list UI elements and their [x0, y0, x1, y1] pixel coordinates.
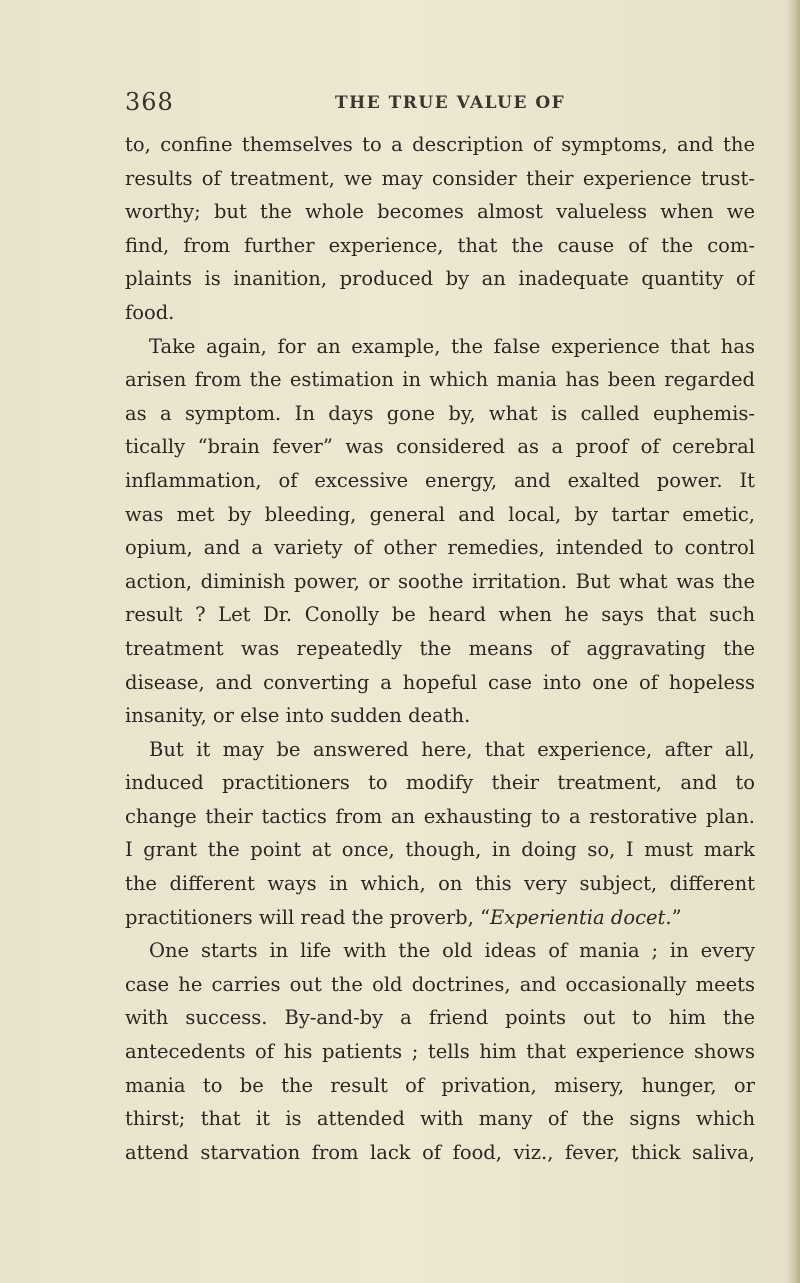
text-line: find, from further experience, that the cause of the com-	[125, 233, 755, 257]
text-line: opium, and a variety of other remedies, intended to control	[125, 536, 755, 560]
text-line: worthy; but the whole becomes almost valueless when we	[125, 200, 755, 224]
paragraph-start: Take again, for an example, the false experience that has	[149, 334, 755, 358]
paragraph-start: One starts in life with the old ideas of mania ; in every	[149, 939, 755, 963]
text-line: plaints is inanition, produced by an inadequate quantity of	[125, 267, 755, 291]
text-line: insanity, or else into sudden death.	[125, 704, 471, 728]
text-line: antecedents of his patients ; tells him that experience shows	[125, 1040, 755, 1064]
text-line: food.	[125, 300, 175, 324]
text-line: attend starvation from lack of food, viz., fever, thick saliva,	[125, 1140, 755, 1164]
text-line: inflammation, of excessive energy, and exalted power. It	[125, 468, 755, 492]
page-edge-shadow	[786, 0, 800, 1283]
text-line: results of treatment, we may consider their experience trust-	[125, 166, 755, 190]
page-header	[125, 88, 755, 118]
paragraph-start: But it may be answered here, that experience, after all,	[149, 737, 755, 761]
text-line: with success. By-and-by a friend points out to him the	[125, 1006, 755, 1030]
text-line: to, confine themselves to a description of symptoms, and the	[125, 133, 755, 156]
text-fragment: practitioners will read the proverb, “	[125, 905, 491, 929]
closing-quote: ”	[671, 905, 682, 929]
text-line: thirst; that it is attended with many of the signs which	[125, 1107, 755, 1131]
text-line: change their tactics from an exhausting to a restorative plan.	[125, 804, 755, 828]
text-line: mania to be the result of privation, misery, hunger, or	[125, 1073, 755, 1097]
text-line: I grant the point at once, though, in doing so, I must mark	[125, 838, 755, 862]
text-line: induced practitioners to modify their treatment, and to	[125, 771, 755, 795]
text-line: case he carries out the old doctrines, and occasionally meets	[125, 972, 755, 996]
text-line: was met by bleeding, general and local, by tartar emetic,	[125, 502, 755, 526]
running-title: THE TRUE VALUE OF	[335, 93, 566, 113]
text-line: disease, and converting a hopeful case into one of hopeless	[125, 670, 755, 694]
text-line: the different ways in which, on this very subject, different	[125, 872, 755, 896]
text-line: tically “brain fever” was considered as a proof of cerebral	[125, 435, 755, 459]
text-line: arisen from the estimation in which mania has been regarded	[125, 368, 755, 392]
text-line: treatment was repeatedly the means of aggravating the	[125, 636, 755, 660]
latin-proverb: Experientia docet.	[490, 905, 672, 929]
text-line: result ? Let Dr. Conolly be heard when he says that such	[125, 603, 755, 627]
text-line-with-proverb	[125, 901, 755, 935]
page-number: 368	[125, 88, 174, 116]
text-line: action, diminish power, or soothe irritation. But what was the	[125, 569, 755, 593]
body-text	[125, 128, 755, 1169]
text-line: as a symptom. In days gone by, what is called euphemis-	[125, 401, 755, 425]
